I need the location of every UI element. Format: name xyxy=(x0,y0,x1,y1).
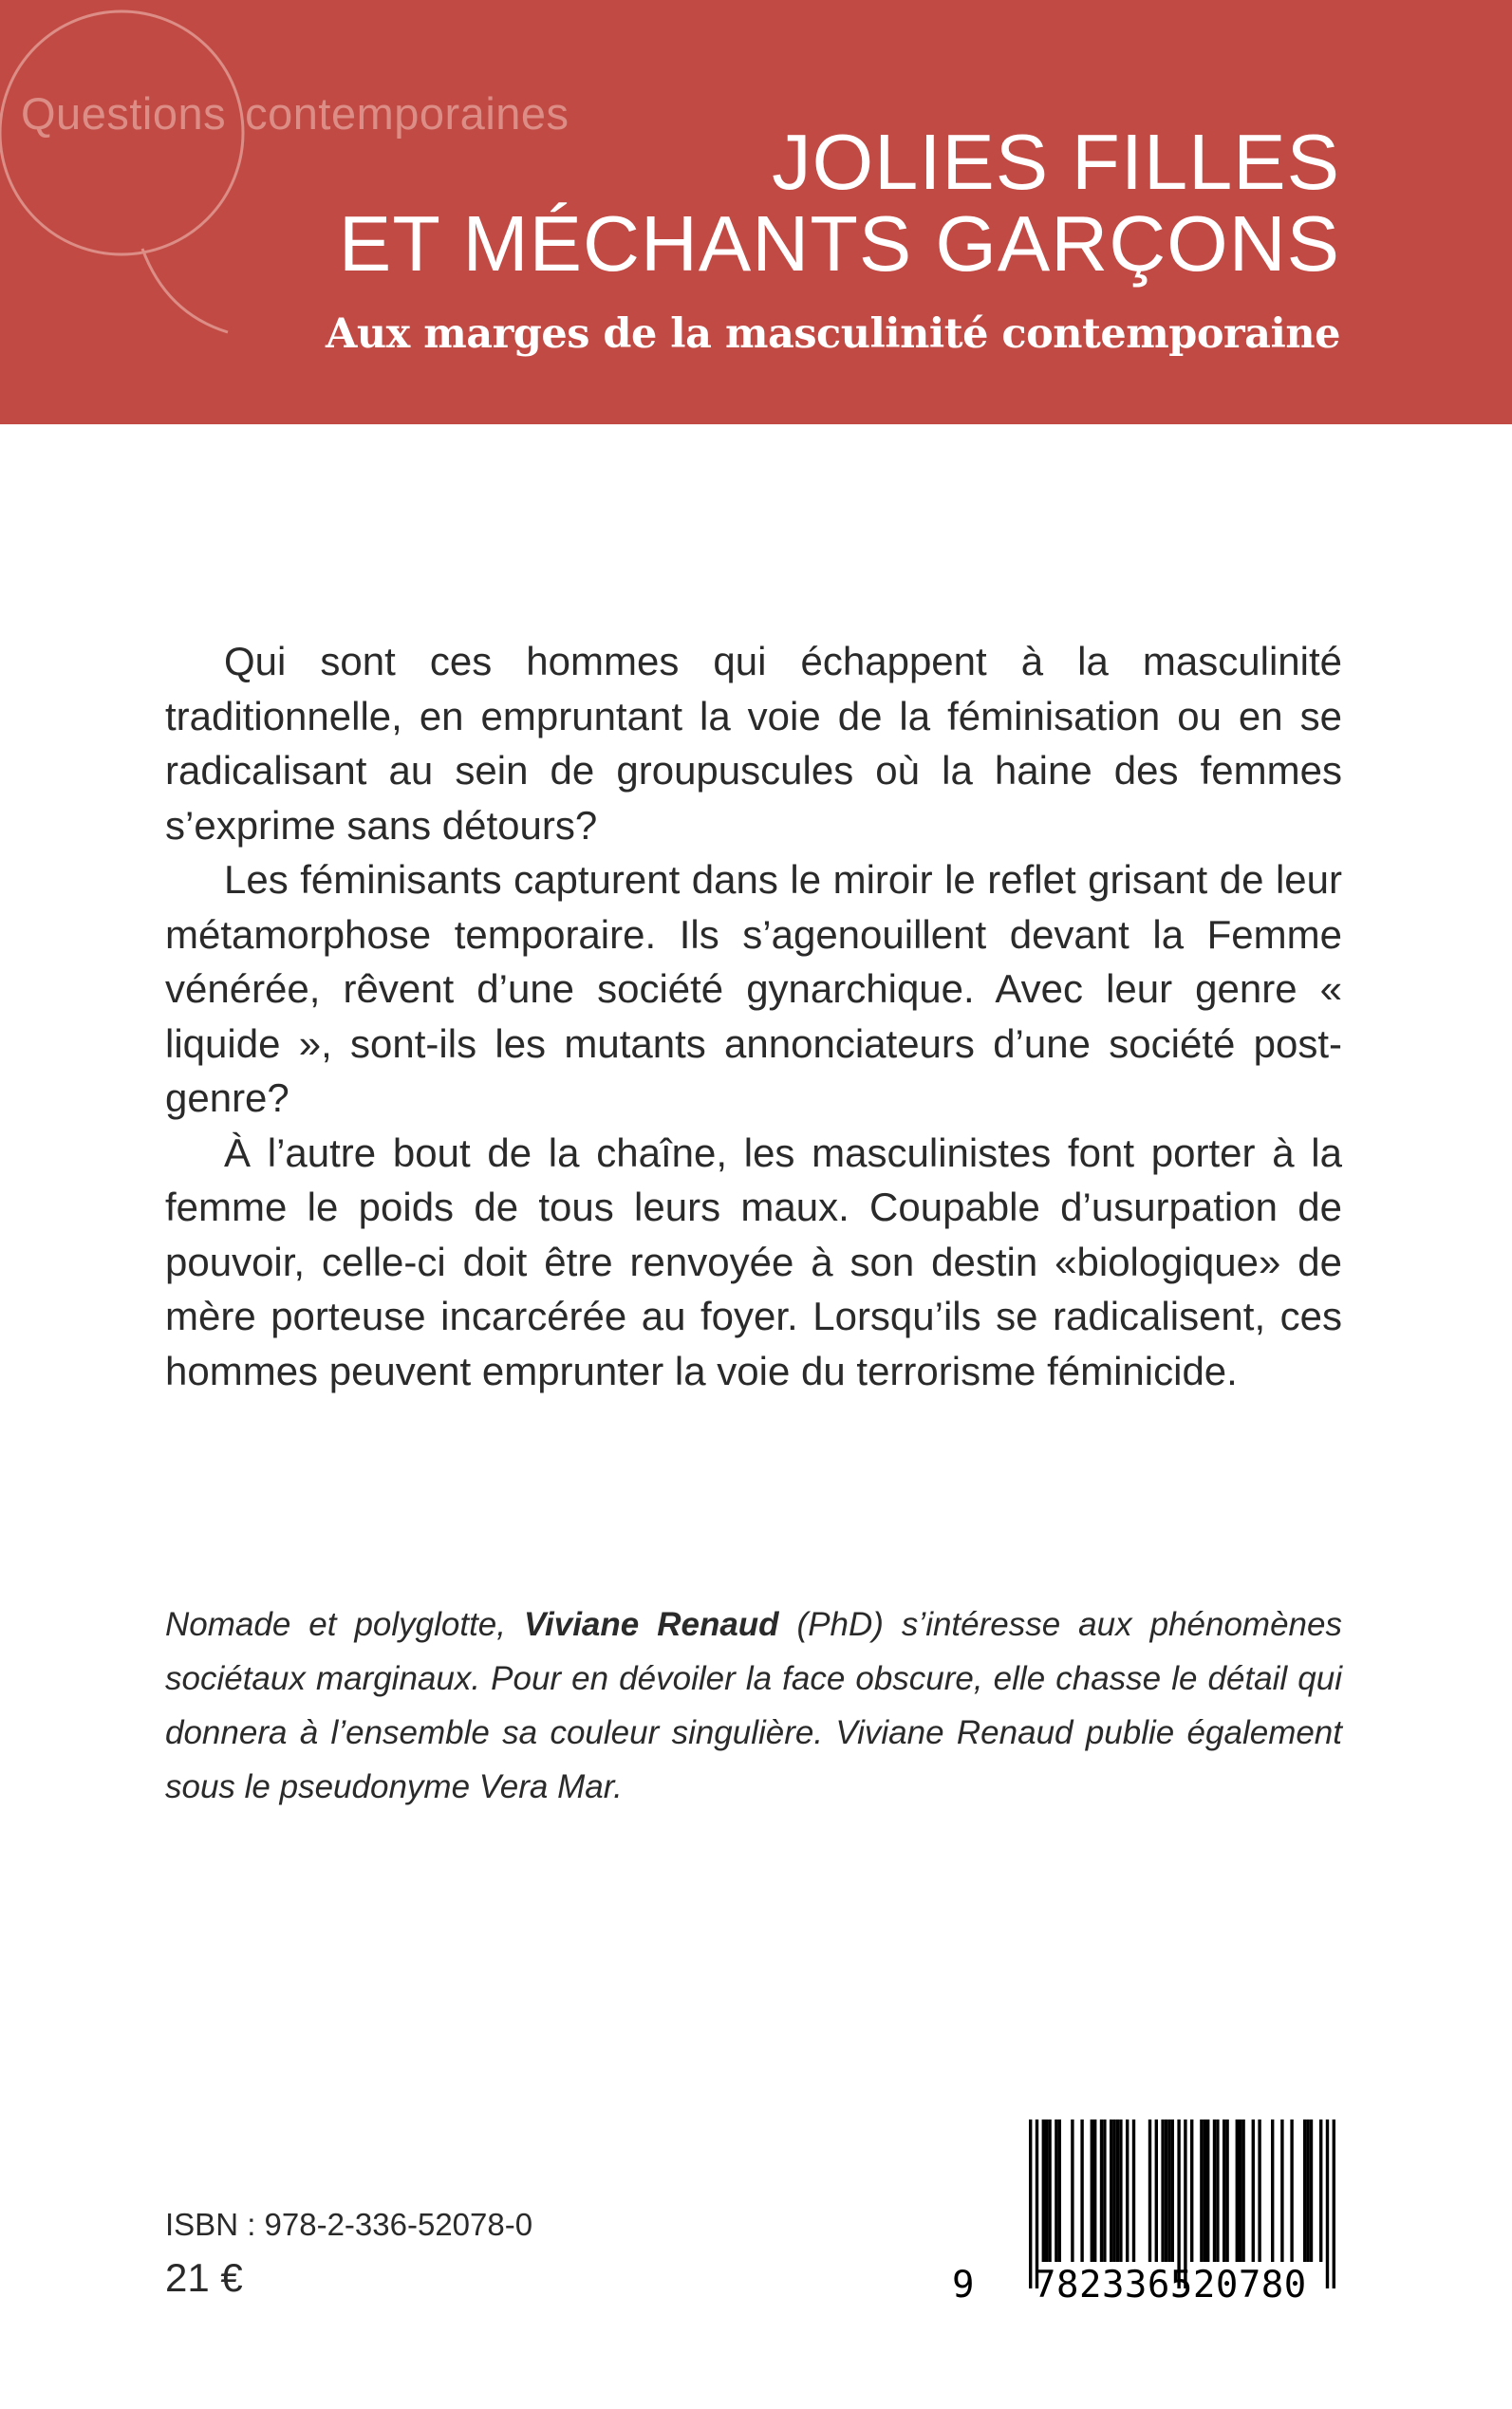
book-subtitle: Aux marges de la masculinité contemporaine xyxy=(326,310,1340,358)
barcode-bar xyxy=(1319,2120,1322,2262)
barcode-bar xyxy=(1045,2120,1048,2262)
author-bio-intro: Nomade et polyglotte, xyxy=(165,1606,524,1643)
barcode-bar xyxy=(1223,2120,1225,2262)
blurb-paragraph-2: Les féminisants capturent dans le miroir le reflet grisant de leur métamorphose temporaire. Ils s’agenouillent devant la Femme vénérée, rêvent d’une société gynarchique. Avec leur genre « liquide », sont-ils les mutants annonciateurs d’une société post-genre? xyxy=(165,857,1342,1120)
collection-word-2: contemporaines xyxy=(245,88,569,139)
author-bio-text: (PhD) s’intéresse aux phénomènes sociétaux marginaux. Pour en dévoiler la face obscure, elle chasse le détail qui donnera à l’ensemble sa couleur singulière. Viviane Renaud publie également sous le pseudonyme Vera Mar. xyxy=(165,1606,1342,1805)
barcode-bar xyxy=(1103,2120,1106,2262)
barcode xyxy=(952,2120,1335,2306)
barcode-bar xyxy=(1058,2120,1061,2262)
barcode-bar xyxy=(1093,2120,1096,2262)
barcode-bar xyxy=(1216,2120,1219,2262)
barcode-bar xyxy=(1310,2120,1313,2262)
barcode-bar xyxy=(1071,2120,1073,2262)
barcode-bar xyxy=(1326,2120,1329,2288)
barcode-bar xyxy=(1213,2120,1216,2262)
barcode-bar xyxy=(1155,2120,1158,2262)
barcode-bar xyxy=(1112,2120,1115,2262)
barcode-bar xyxy=(1055,2120,1057,2262)
barcode-bar xyxy=(1116,2120,1119,2262)
barcode-bar xyxy=(1042,2120,1045,2262)
barcode-bar xyxy=(1080,2120,1083,2262)
isbn-label: ISBN : 978-2-336-52078-0 xyxy=(165,2207,533,2242)
barcode-bar xyxy=(1225,2120,1228,2262)
title-line-1: JOLIES FILLES xyxy=(772,118,1340,206)
barcode-bar xyxy=(1119,2120,1122,2262)
barcode-bar xyxy=(1110,2120,1112,2262)
collection-word-1: Questions xyxy=(21,88,227,139)
blurb-paragraph-1: Qui sont ces hommes qui échappent à la masculinité traditionnelle, en empruntant la voie de la féminisation ou en se radicalisant au sein de groupuscules où la haine des femmes s’exprime sans détours? xyxy=(165,639,1342,848)
barcode-bar xyxy=(1241,2120,1244,2262)
author-name: Viviane Renaud xyxy=(523,1606,779,1643)
title-line-2: ET MÉCHANTS GARÇONS xyxy=(338,199,1340,288)
barcode-bar xyxy=(1204,2120,1206,2262)
barcode-bar xyxy=(1091,2120,1093,2262)
barcode-bar xyxy=(1206,2120,1209,2262)
barcode-bar xyxy=(1290,2120,1293,2262)
barcode-bar xyxy=(1239,2120,1241,2262)
barcode-bar xyxy=(1333,2120,1335,2288)
barcode-bar xyxy=(1100,2120,1103,2262)
cover-header xyxy=(0,0,1512,424)
barcode-bar xyxy=(1252,2120,1255,2262)
barcode-first-digit: 9 xyxy=(952,2264,975,2306)
barcode-bar xyxy=(1165,2120,1167,2262)
barcode-bar xyxy=(1306,2120,1309,2262)
barcode-bar xyxy=(1303,2120,1306,2262)
barcode-bar xyxy=(1258,2120,1260,2262)
barcode-digit-groups: 782336520780 xyxy=(1034,2264,1307,2306)
author-bio xyxy=(165,1597,1342,1814)
book-title xyxy=(338,118,1340,288)
barcode-bar xyxy=(1167,2120,1170,2262)
collection-q-logo xyxy=(0,0,304,424)
barcode-bar xyxy=(1200,2120,1203,2262)
barcode-bar xyxy=(1132,2120,1135,2262)
barcode-bar xyxy=(1236,2120,1239,2262)
barcode-bar xyxy=(1029,2120,1032,2288)
price-label: 21 € xyxy=(165,2255,243,2300)
barcode-bar xyxy=(1271,2120,1274,2262)
barcode-bar xyxy=(1280,2120,1283,2262)
barcode-bar xyxy=(1126,2120,1129,2262)
blurb-paragraph-3: À l’autre bout de la chaîne, les masculinistes font porter à la femme le poids de tous leurs maux. Coupable d’usurpation de pouvoir, celle-ci doit être renvoyée à son destin «biologique» de mère porteuse incarcérée au foyer. Lorsqu’ils se radicalisent, ces hommes peuvent emprunter la voie du terrorisme féminicide. xyxy=(165,1130,1342,1393)
barcode-bar xyxy=(1171,2120,1174,2262)
barcode-bar xyxy=(1190,2120,1193,2262)
barcode-bar xyxy=(1048,2120,1051,2262)
barcode-bar xyxy=(1148,2120,1151,2262)
barcode-bar xyxy=(1161,2120,1164,2262)
book-blurb xyxy=(165,634,1342,1398)
